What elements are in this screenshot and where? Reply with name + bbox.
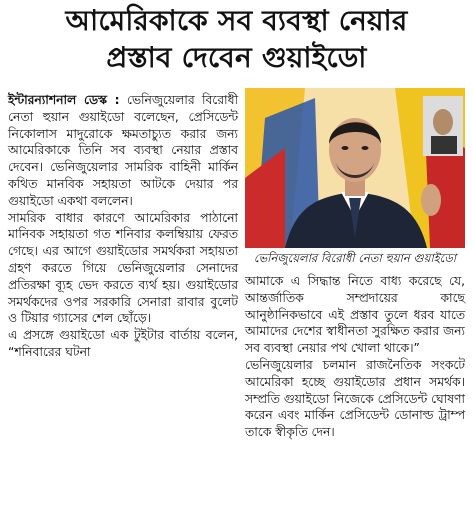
article-para-4: আমাকে এ সিদ্ধান্ত নিতে বাধ্য করেছে যে, আন্তর্জাতিক সম্প্রদায়ের কাছে আনুষ্ঠানিকভাবে এই প্রস্তাব তুলে ধরব যাতে আমাদের দেশের স্বাধীনতা সুরক্ষিত করার জন্য সব ব্যবস্থা নেয়ার পথ খোলা থাকে।” — [245, 274, 465, 356]
headline-line-2: প্রস্তাব দেবেন গুয়াইডো — [106, 41, 367, 74]
headline — [0, 2, 473, 76]
article-column-right — [245, 273, 465, 441]
headline-line-1: আমেরিকাকে সব ব্যবস্থা নেয়ার — [65, 4, 408, 37]
article-para-3: এ প্রসঙ্গে গুয়াইডো এক টুইটার বার্তায় বলেন, “শনিবারের ঘটনা — [8, 328, 238, 359]
para-1-text: ভেনিজুয়েলার বিরোধী নেতা হুয়ান গুয়াইডো বলেছেন, প্রেসিডেন্ট নিকোলাস মাদুরোকে ক্ষমতাচ্যুত করার জন্য আমেরিকাকে তিনি সব ব্যবস্থা নেয়ার প্রস্তাব দেবেন। ভেনিজুয়েলার সামরিক বাহিনী মার্কিন কথিত মানবিক সহায়তা আটকে দেয়ার পর গুয়াইডো একথা বললেন। — [8, 93, 238, 208]
article-para-5: ভেনিজুয়েলার চলমান রাজনৈতিক সংকটে আমেরিকা হচ্ছে গুয়াইডোর প্রধান সমর্থক। সম্প্রতি গুয়াইডো নিজেকে প্রেসিডেন্ট ঘোষণা করেন এবং মার্কিন প্রেসিডেন্ট ডোনাল্ড ট্রাম্প তাকে স্বীকৃতি দেন। — [245, 357, 465, 440]
news-photo — [245, 88, 465, 248]
dateline: ইন্টারন্যাশনাল ডেস্ক : — [8, 93, 120, 107]
article-para-1 — [8, 92, 238, 210]
photo-caption: ভেনিজুয়েলার বিরোধী নেতা হুয়ান গুয়াইডো — [253, 251, 457, 265]
article-column-left — [8, 92, 238, 361]
article-para-2: সামরিক বাধার কারণে আমেরিকার পাঠানো মানিবক সহায়তা গত শনিবার কলম্বিয়ায় ফেরত গেছে। এর আগে গুয়াইডোর সমর্থকরা সহায়তা গ্রহণ করতে গিয়ে ভেনিজুয়েলার সেনাদের প্রতিরক্ষা ব্যূহ ভেদ করতে ব্যর্থ হয়। গুয়াইডোর সমর্থকদের ওপর সরকারি সেনারা রাবার বুলেট ও টিয়ার গ্যাসের শেল ছোঁড়ে। — [8, 210, 238, 326]
photo-illustration — [245, 88, 465, 248]
